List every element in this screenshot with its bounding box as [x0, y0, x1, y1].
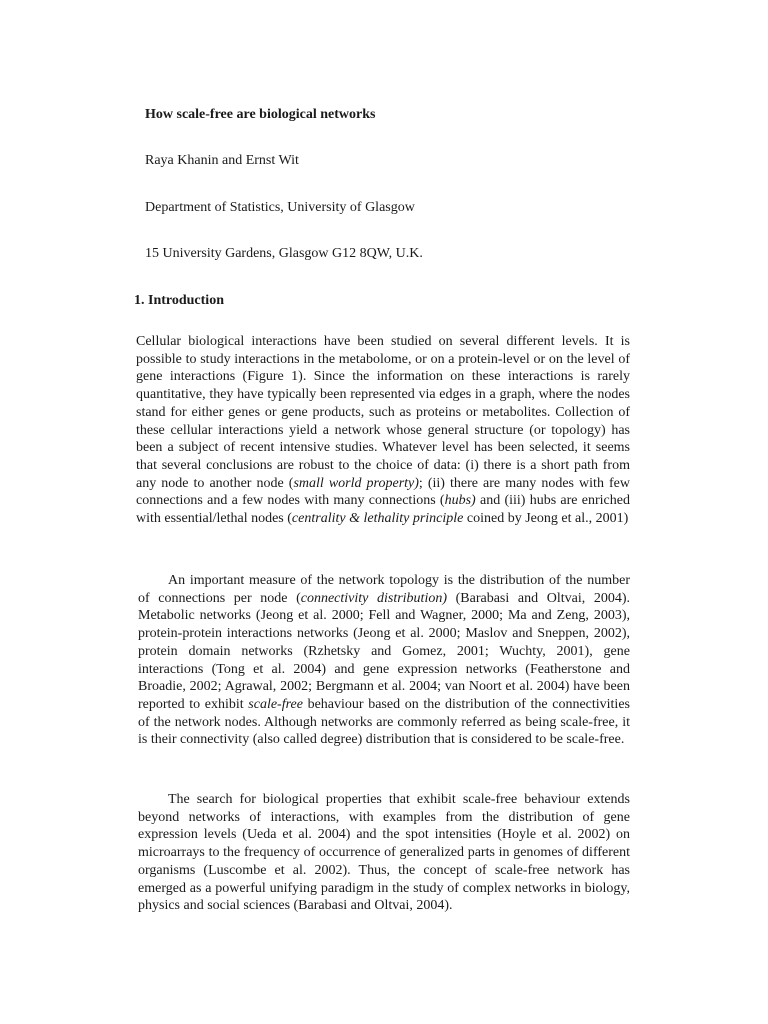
author-list: Raya Khanin and Ernst Wit	[145, 153, 299, 168]
text-span: ; (ii) there are many nodes with few connections and a few nodes with many connections (	[136, 475, 630, 509]
italic-term: small world property)	[293, 475, 419, 491]
affiliation-department: Department of Statistics, University of Glasgow	[145, 200, 415, 215]
italic-term: hubs)	[444, 493, 476, 509]
section-heading-introduction: 1. Introduction	[134, 293, 224, 308]
text-span: and (iii) hubs are enriched with essential/lethal nodes (	[136, 493, 630, 527]
text-span: (Barabasi and Oltvai, 2004). Metabolic networks (Jeong et al. 2000; Fell and Wagner, 2000; Ma and Zeng, 2003), protein-protein interactions networks (Jeong et al. 2000; Maslov and Sneppen, 2002), protein domain networks (Rzhetsky and Gomez, 2001; Wuchty, 2001), gene interactions (Tong et al. 2004) and gene expression networks (Featherstone and Broadie, 2002; Agrawal, 2002; Bergmann et al. 2004; van Noort et al. 2004) have been reported to exhibit	[138, 590, 630, 712]
text-span: coined by Jeong et al., 2001)	[463, 511, 629, 527]
text-span: behaviour based on the distribution of the connectivities of the network nodes. Although networks are commonly referred as being scale-free, it is their connectivity (also called degree) distribution that is considered to be scale-free.	[138, 696, 630, 748]
affiliation-address: 15 University Gardens, Glasgow G12 8QW, U.K.	[145, 246, 423, 261]
paper-title: How scale-free are biological networks	[145, 107, 376, 122]
intro-paragraph-2	[138, 572, 630, 749]
italic-term: connectivity distribution)	[300, 590, 448, 606]
intro-paragraph-3: The search for biological properties that exhibit scale-free behaviour extends beyond networks of interactions, with examples from the distribution of gene expression levels (Ueda et al. 2004) and the spot intensities (Hoyle et al. 2002) on microarrays to the frequency of occurrence of generalized parts in genomes of different organisms (Luscombe et al. 2002). Thus, the concept of scale-free network has emerged as a powerful unifying paradigm in the study of complex networks in biology, physics and social sciences (Barabasi and Oltvai, 2004).	[138, 792, 630, 914]
italic-term: centrality & lethality principle	[291, 511, 464, 527]
intro-paragraph-1	[136, 333, 630, 528]
text-span: Cellular biological interactions have been studied on several different levels. It is possible to study interactions in the metabolome, or on a protein-level or on the level of gene interactions (Figure 1). Since the information on these interactions is rarely quantitative, they have typically been represented via edges in a graph, where the nodes stand for either genes or gene products, such as proteins or metabolites. Collection of these cellular interactions yield a network whose general structure (or topology) has been a subject of recent intensive studies. Whatever level has been selected, it seems that several conclusions are robust to the choice of data: (i) there is a short path from any node to another node (	[136, 334, 630, 491]
italic-term: scale-free	[248, 696, 303, 712]
text-span: An important measure of the network topology is the distribution of the number of connections per node (	[138, 573, 630, 606]
